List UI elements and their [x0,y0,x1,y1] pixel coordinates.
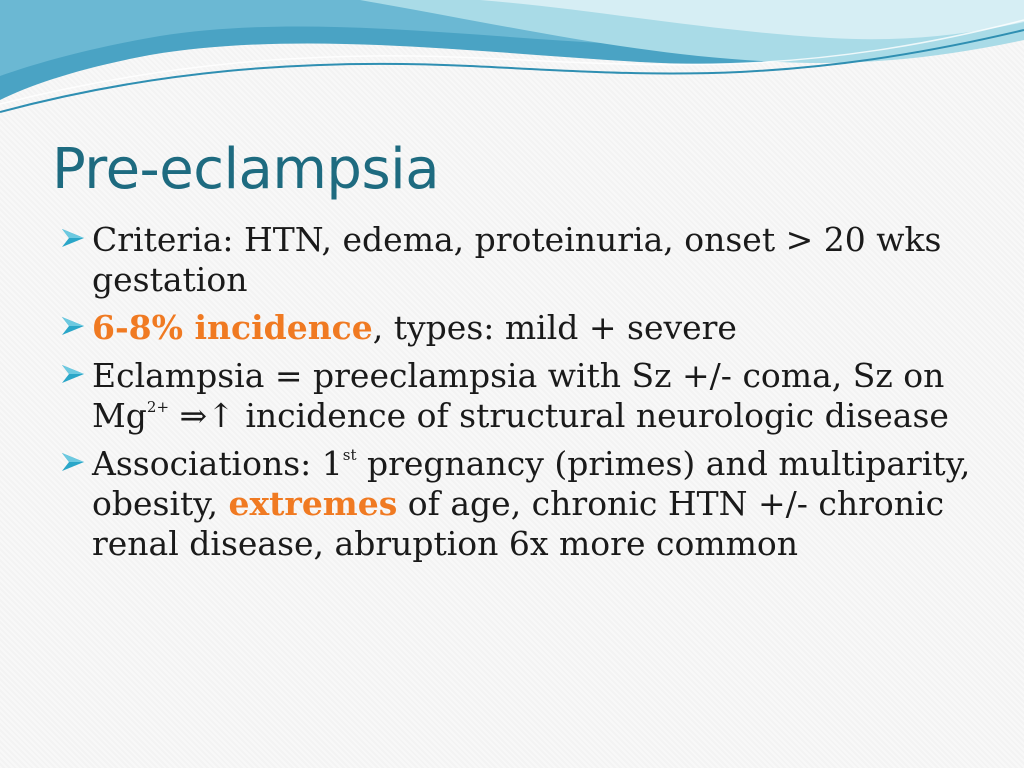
wave-header-decoration [0,0,1024,130]
magnesium-charge-superscript: 2+ [146,398,170,416]
bullet-criteria [60,220,990,300]
chevron-arrow-icon [60,313,86,339]
bullet-associations [60,444,990,564]
bullet-criteria-text: Criteria: HTN, edema, proteinuria, onset > 20 wks gestation [92,220,942,299]
slide-title: Pre-eclampsia [52,137,440,202]
chevron-arrow-icon [60,361,86,387]
chevron-arrow-icon [60,225,86,251]
bullet-eclampsia-text-a: Eclampsia = preeclampsia with Sz +/- coma, Sz on Mg [92,356,945,435]
bullet-associations-text-c: of age, chronic HTN +/- chronic renal disease, abruption 6x more common [92,484,945,563]
bullet-eclampsia-text-b: incidence of structural neurologic disease [234,396,949,435]
incidence-highlight: 6-8% incidence [92,308,373,347]
bullet-associations-text-b: pregnancy (primes) and multiparity, obesity, [92,444,971,523]
ordinal-superscript: st [342,446,357,464]
extremes-highlight: extremes [228,484,398,523]
bullet-eclampsia [60,356,990,436]
bullet-incidence [60,308,990,348]
bullet-list [60,220,990,572]
bullet-incidence-text: , types: mild + severe [372,308,737,347]
implies-increase-symbols: ⇒↑ [169,396,235,435]
bullet-associations-text-a: Associations: 1 [92,444,343,483]
chevron-arrow-icon [60,449,86,475]
